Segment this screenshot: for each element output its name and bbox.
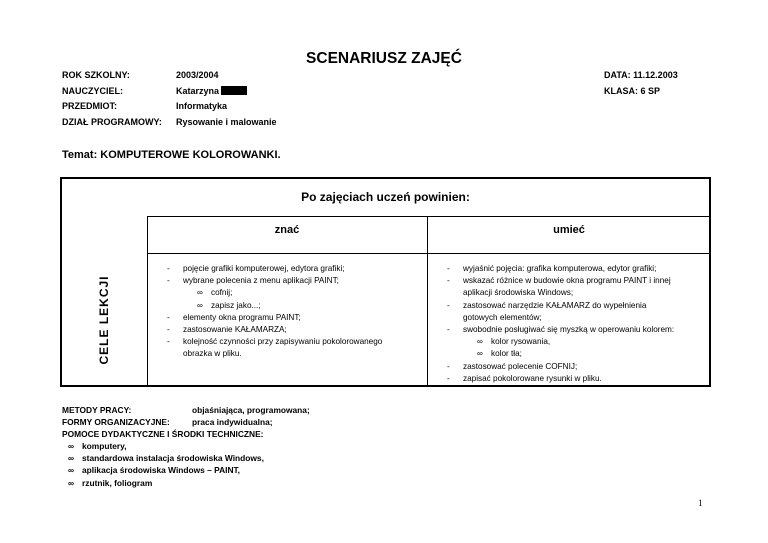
infinity-bullet-icon: ∞ bbox=[68, 453, 74, 464]
forms-row bbox=[62, 416, 273, 428]
date: DATA: 11.12.2003 bbox=[604, 70, 678, 80]
teacher-field bbox=[176, 86, 247, 96]
list-item: - pojęcie grafiki komputerowej, edytora grafiki; bbox=[167, 264, 345, 273]
class: KLASA: 6 SP bbox=[604, 86, 661, 96]
side-label: CELE LEKCJI bbox=[97, 275, 111, 365]
divider bbox=[147, 253, 709, 254]
list-item: ∞ komputery, bbox=[68, 441, 127, 452]
school-year-label: ROK SZKOLNY: bbox=[62, 70, 130, 80]
lesson-topic: Temat: KOMPUTEROWE KOLOROWANKI. bbox=[62, 149, 281, 161]
infinity-bullet-icon: ∞ bbox=[477, 349, 483, 359]
divider bbox=[147, 216, 148, 385]
sub-list-item: ∞ zapisz jako...; bbox=[167, 300, 382, 312]
objectives-table bbox=[60, 177, 711, 387]
divider bbox=[147, 216, 709, 217]
list-item: ∞ aplikacja środowiska Windows – PAINT, bbox=[68, 465, 241, 476]
list-item: - wskazać różnice w budowie okna programu PAINT i innej bbox=[447, 276, 671, 286]
table-header: Po zajęciach uczeń powinien: bbox=[301, 190, 470, 204]
know-list bbox=[167, 263, 382, 361]
list-item: - kolejność czynności przy zapisywaniu pokolorowanego bbox=[167, 337, 383, 347]
sub-list-item: ∞ cofnij; bbox=[167, 287, 382, 299]
methods-value: objaśniająca, programowana; bbox=[192, 405, 310, 415]
section-label: DZIAŁ PROGRAMOWY: bbox=[62, 117, 162, 127]
school-year-value: 2003/2004 bbox=[176, 70, 219, 80]
subject-value: Informatyka bbox=[176, 101, 228, 111]
can-list bbox=[447, 263, 674, 385]
infinity-bullet-icon: ∞ bbox=[197, 288, 203, 298]
redaction-bar bbox=[221, 86, 247, 95]
lesson-details bbox=[62, 404, 310, 489]
list-item: - zapisać pokolorowane rysunki w pliku. bbox=[447, 373, 602, 383]
forms-value: praca indywidualna; bbox=[192, 417, 273, 428]
list-item-continuation: gotowych elementów; bbox=[463, 312, 542, 322]
divider bbox=[427, 216, 428, 385]
list-item-continuation: obrazka w pliku. bbox=[183, 349, 242, 359]
infinity-bullet-icon: ∞ bbox=[68, 477, 74, 488]
list-item: - zastosować polecenie COFNIJ; bbox=[447, 361, 578, 371]
list-item: ∞ standardowa instalacja środowiska Windows, bbox=[68, 453, 264, 464]
list-item: - zastosowanie KAŁAMARZA; bbox=[167, 325, 287, 335]
teacher-value: Katarzyna bbox=[176, 86, 220, 96]
list-item: - wybrane polecenia z menu aplikacji PAINT; bbox=[167, 276, 339, 286]
section-value: Rysowanie i malowanie bbox=[176, 117, 277, 127]
list-item: - elementy okna programu PAINT; bbox=[167, 312, 301, 322]
list-item: - wyjaśnić pojęcia: grafika komputerowa, edytor grafiki; bbox=[447, 264, 657, 273]
page-number: 1 bbox=[698, 498, 703, 508]
list-item-continuation: aplikacji środowiska Windows; bbox=[463, 288, 574, 298]
teacher-label: NAUCZYCIEL: bbox=[62, 86, 123, 96]
document-title: SCENARIUSZ ZAJĘĆ bbox=[306, 50, 462, 67]
list-item: - zastosować narzędzie KAŁAMARZ do wypełnienia bbox=[447, 300, 647, 310]
infinity-bullet-icon: ∞ bbox=[68, 465, 74, 476]
methods-row bbox=[62, 404, 310, 416]
list-item: - swobodnie posługiwać się myszką w operowaniu kolorem: bbox=[447, 325, 675, 335]
infinity-bullet-icon: ∞ bbox=[68, 441, 74, 452]
column-header-know: znać bbox=[274, 224, 300, 236]
list-item: ∞ rzutnik, foliogram bbox=[68, 477, 153, 488]
aids-label: POMOCE DYDAKTYCZNE I ŚRODKI TECHNICZNE: bbox=[62, 429, 264, 440]
infinity-bullet-icon: ∞ bbox=[477, 337, 483, 347]
infinity-bullet-icon: ∞ bbox=[197, 300, 203, 310]
sub-list-item: ∞ kolor tła; bbox=[447, 348, 674, 360]
forms-label: FORMY ORGANIZACYJNE: bbox=[62, 417, 170, 428]
sub-list-item: ∞ kolor rysowania, bbox=[447, 336, 674, 348]
methods-label: METODY PRACY: bbox=[62, 405, 132, 415]
column-header-can: umieć bbox=[553, 224, 585, 236]
subject-label: PRZEDMIOT: bbox=[62, 101, 117, 111]
